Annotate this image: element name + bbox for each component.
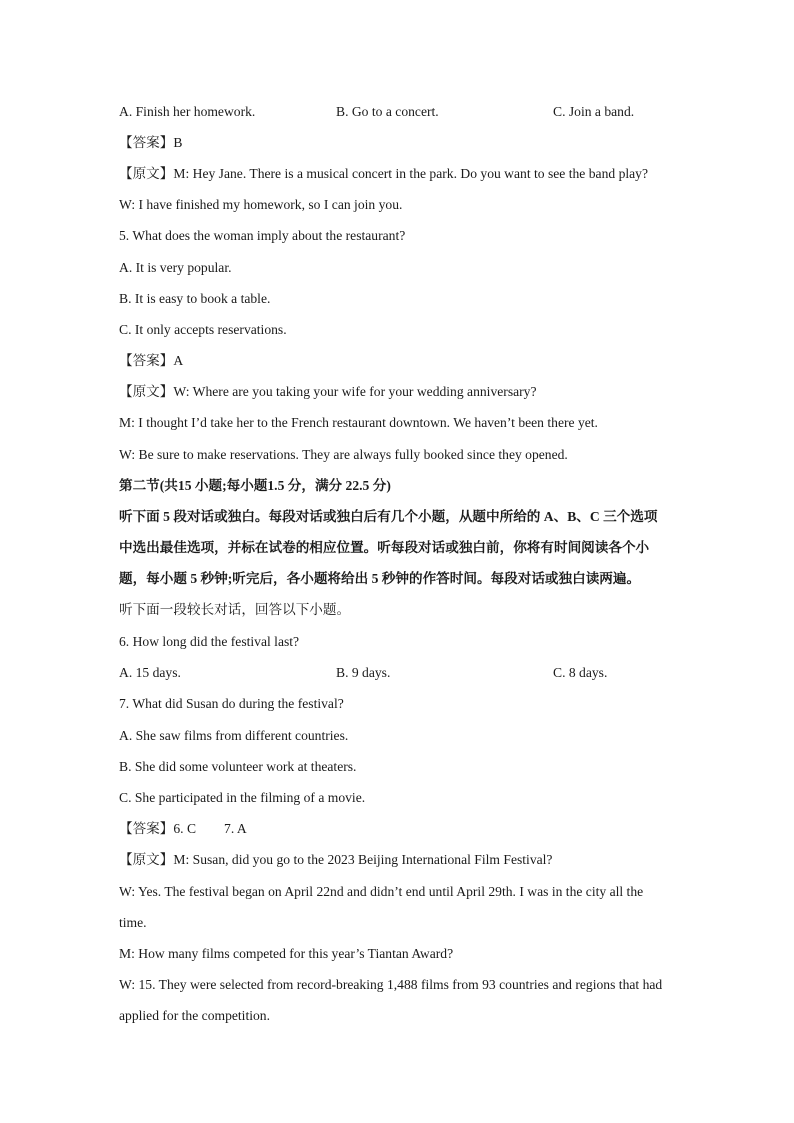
q5-answer: 【答案】A [119, 353, 184, 368]
q4-answer: 【答案】B [119, 135, 183, 150]
q7-question: 7. What did Susan do during the festival? [119, 696, 344, 711]
q7-answer: 7. A [224, 821, 247, 836]
q6-question: 6. How long did the festival last? [119, 634, 300, 649]
q7-option-c: C. She participated in the filming of a movie. [119, 790, 366, 805]
q7-option-a: A. She saw films from different countries. [119, 728, 349, 743]
section2-instruction-1: 听下面 5 段对话或独白。每段对话或独白后有几个小题，从题中所给的 A、B、C 三个选项 [119, 509, 658, 524]
q5-option-b: B. It is easy to book a table. [119, 291, 271, 306]
q4-script-line-1: 【原文】M: Hey Jane. There is a musical concert in the park. Do you want to see the band play? [119, 166, 649, 181]
section2-intro: 听下面一段较长对话，回答以下小题。 [119, 602, 351, 617]
q4-option-c: C. Join a band. [553, 104, 635, 119]
q4-option-b: B. Go to a concert. [336, 104, 439, 119]
q6-option-a: A. 15 days. [119, 665, 181, 680]
q6-answer: 【答案】6. C [119, 821, 197, 836]
q5-question: 5. What does the woman imply about the restaurant? [119, 228, 406, 243]
q5-option-a: A. It is very popular. [119, 260, 232, 275]
q67-script-line-1: 【原文】M: Susan, did you go to the 2023 Beijing International Film Festival? [119, 852, 553, 867]
q6-q7-answer [119, 820, 247, 838]
q67-script-line-3: time. [119, 915, 147, 930]
q67-script-line-5: W: 15. They were selected from record-breaking 1,488 films from 93 countries and regions that had [119, 977, 663, 992]
q4-script-line-2: W: I have finished my homework, so I can join you. [119, 197, 403, 212]
q67-script-line-4: M: How many films competed for this year’s Tiantan Award? [119, 946, 454, 961]
q5-script-line-1: 【原文】W: Where are you taking your wife for your wedding anniversary? [119, 384, 537, 399]
q7-option-b: B. She did some volunteer work at theaters. [119, 759, 357, 774]
q6-option-b: B. 9 days. [336, 665, 391, 680]
section2-instruction-3: 题，每小题 5 秒钟;听完后，各小题将给出 5 秒钟的作答时间。每段对话或独白读两遍。 [119, 571, 641, 586]
q5-script-line-2: M: I thought I’d take her to the French restaurant downtown. We haven’t been there yet. [119, 415, 598, 430]
q5-script-line-3: W: Be sure to make reservations. They are always fully booked since they opened. [119, 447, 568, 462]
q6-option-c: C. 8 days. [553, 665, 608, 680]
q4-option-a: A. Finish her homework. [119, 104, 256, 119]
section2-heading: 第二节(共15 小题;每小题1.5 分，满分 22.5 分) [119, 478, 391, 493]
q67-script-line-6: applied for the competition. [119, 1008, 270, 1023]
q67-script-line-2: W: Yes. The festival began on April 22nd and didn’t end until April 29th. I was in the city all the [119, 884, 644, 899]
q5-option-c: C. It only accepts reservations. [119, 322, 287, 337]
section2-instruction-2: 中选出最佳选项，并标在试卷的相应位置。听每段对话或独白前，你将有时间阅读各个小 [119, 540, 650, 555]
